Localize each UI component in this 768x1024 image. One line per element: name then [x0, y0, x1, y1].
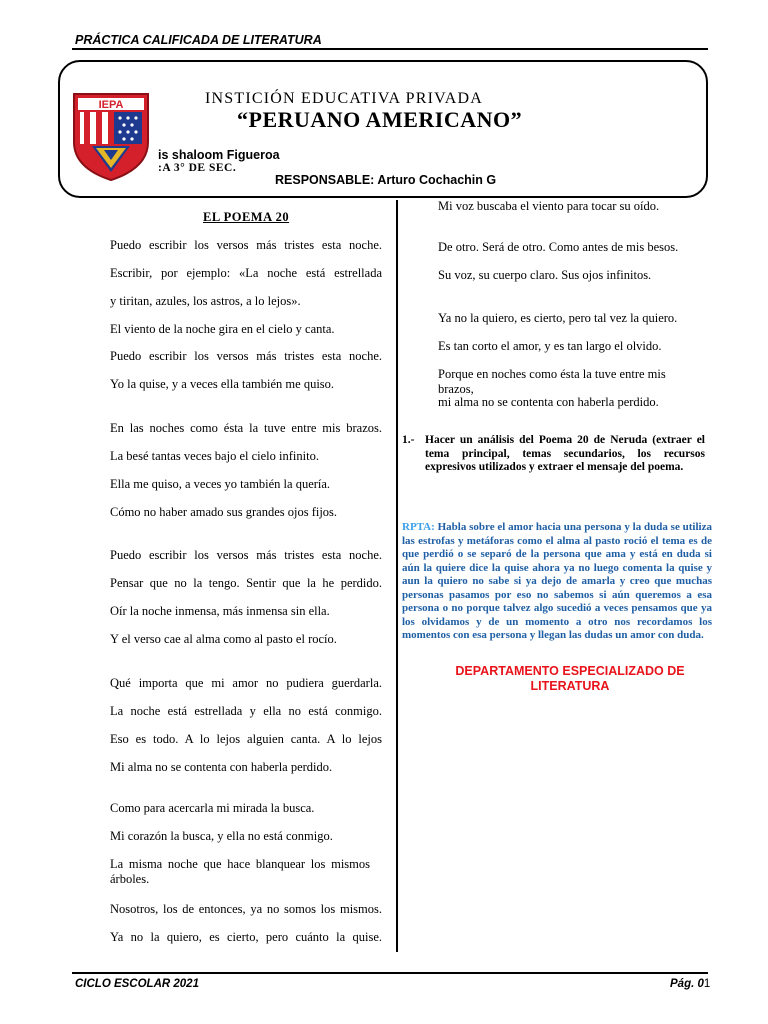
- poem-line: Qué importa que mi amor no pudiera guerdarla.: [110, 676, 382, 690]
- logo-text: IEPA: [98, 99, 124, 111]
- department-line-1: DEPARTAMENTO ESPECIALIZADO DE: [455, 664, 685, 678]
- institution-type: INSTICIÓN EDUCATIVA PRIVADA: [205, 90, 484, 107]
- question-number: 1.-: [402, 434, 415, 446]
- poem-line: Mi corazón la busca, y ella no está conmigo.: [110, 829, 333, 843]
- poem-line: El viento de la noche gira en el cielo y canta.: [110, 322, 335, 336]
- department-line-2: LITERATURA: [530, 679, 610, 693]
- poem-line: Ella me quiso, a veces yo también la quería.: [110, 477, 331, 491]
- poem-line: Puedo escribir los versos más tristes esta noche.: [110, 548, 382, 562]
- poem-line: Como para acercarla mi mirada la busca.: [110, 801, 315, 815]
- poem-line: Y el verso cae al alma como al pasto el rocío.: [110, 632, 337, 646]
- poem-line: La noche está estrellada y ella no está conmigo.: [110, 704, 382, 718]
- footer-page-number: [670, 978, 710, 990]
- poem-line: Oír la noche inmensa, más inmensa sin ella.: [110, 604, 330, 618]
- answer-text: Habla sobre el amor hacia una persona y la duda se utiliza las estrofas y metáforas como el alma al pasto roció el tema es de que perdió o se separó de la persona que ama y está en duda si aún la quiere dice la quise ahora ya no luego comenta la quise y aun la quiero no sabe si ya dejo de amarla y creo que muchas personas pasamos por eso no sabemos si aún queremos a esa persona o no porque talvez algo sucedió a veces pensamos que ya los olvidamos y de un momento a otro nos recordamos los momentos con esa persona y llegan las dudas un amor con duda.: [402, 521, 712, 641]
- poem-line: mi alma no se contenta con haberla perdido.: [438, 395, 659, 409]
- poem-line: Ya no la quiero, es cierto, pero tal vez la quiero.: [438, 311, 678, 325]
- poem-line: De otro. Será de otro. Como antes de mis besos.: [438, 240, 679, 254]
- poem-line: Es tan corto el amor, y es tan largo el olvido.: [438, 339, 662, 353]
- poem-line: La misma noche que hace blanquear los mismos árboles.: [110, 857, 370, 886]
- footer-rule: [72, 972, 708, 974]
- poem-line: Mi alma no se contenta con haberla perdido.: [110, 760, 333, 774]
- poem-line: Puedo escribir los versos más tristes esta noche.: [110, 349, 382, 363]
- poem-line: Porque en noches como ésta la tuve entre mis brazos,: [438, 367, 666, 396]
- footer-page-label: Pág. 0: [670, 978, 704, 990]
- poem-line: Mi voz buscaba el viento para tocar su oído.: [438, 199, 660, 213]
- column-divider: [396, 200, 398, 952]
- poem-line: Eso es todo. A lo lejos alguien canta. A lo lejos: [110, 732, 382, 746]
- institution-name: “PERUANO AMERICANO”: [237, 107, 523, 132]
- poem-line: Yo la quise, y a veces ella también me quiso.: [110, 377, 335, 391]
- footer-page-digit: 1: [703, 978, 711, 990]
- answer-label: RPTA:: [402, 521, 435, 533]
- poem-line: Su voz, su cuerpo claro. Sus ojos infinitos.: [438, 268, 652, 282]
- answer-block: [402, 521, 712, 643]
- poem-line: Ya no la quiero, es cierto, pero cuánto la quise.: [110, 930, 382, 944]
- poem-line: Cómo no haber amado sus grandes ojos fijos.: [110, 505, 338, 519]
- question-text: Hacer un análisis del Poema 20 de Neruda (extraer el tema principal, temas secundarios, los recursos expresivos utilizados y extraer el mensaje del poema.: [425, 434, 705, 473]
- footer-school-year: CICLO ESCOLAR 2021: [75, 978, 199, 990]
- poem-title: EL POEMA 20: [203, 210, 290, 224]
- header-rule: [72, 48, 708, 50]
- document-header-title: PRÁCTICA CALIFICADA DE LITERATURA: [75, 33, 322, 47]
- student-grade: :A 3° DE SEC.: [158, 162, 237, 174]
- poem-line: Escribir, por ejemplo: «La noche está estrellada: [110, 266, 382, 280]
- poem-line: En las noches como ésta la tuve entre mis brazos.: [110, 421, 382, 435]
- poem-line: y tiritan, azules, los astros, a lo lejos».: [110, 294, 301, 308]
- poem-line: Pensar que no la tengo. Sentir que la he perdido.: [110, 576, 382, 590]
- department-heading: [420, 664, 720, 694]
- responsible-teacher: RESPONSABLE: Arturo Cochachin G: [275, 173, 497, 187]
- poem-line: Puedo escribir los versos más tristes esta noche.: [110, 238, 382, 252]
- school-crest-logo: [70, 86, 152, 182]
- student-name: is shaloom Figueroa: [158, 148, 280, 162]
- poem-line: Nosotros, los de entonces, ya no somos los mismos.: [110, 902, 382, 916]
- poem-line: La besé tantas veces bajo el cielo infinito.: [110, 449, 319, 463]
